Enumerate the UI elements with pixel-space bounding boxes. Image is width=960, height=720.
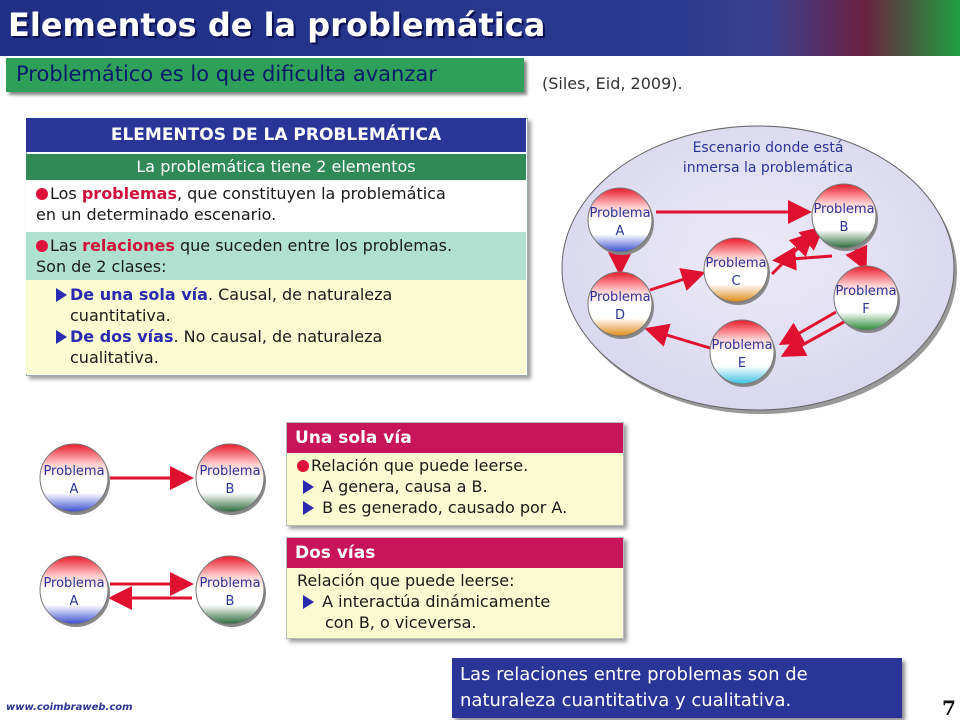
problem-node-letter: B [225, 594, 235, 609]
two-way-desc2: cualitativa. [70, 348, 159, 367]
problem-node-letter: A [615, 224, 625, 239]
scenario-label-2: inmersa la problemática [682, 160, 854, 176]
one-way-head: Una sola vía [287, 423, 623, 453]
bullet-dot-icon [36, 240, 48, 252]
one-way-desc2: cuantitativa. [70, 306, 171, 325]
one-way-line1: Relación que puede leerse. [311, 456, 529, 475]
problem-node-label: Problema [705, 256, 767, 271]
bullet-dot-icon [297, 460, 309, 472]
page-title: Elementos de la problemática [8, 6, 546, 44]
problem-node-label: Problema [589, 206, 651, 221]
item1-key: problemas [81, 184, 177, 203]
triangle-bullet-icon [303, 595, 314, 609]
page-number: 7 [942, 696, 956, 720]
problem-node-label: Problema [711, 338, 773, 353]
two-way-node-b [196, 556, 266, 627]
scenario-diagram [558, 122, 958, 414]
citation: (Siles, Eid, 2009). [542, 74, 683, 93]
footer-url[interactable]: www.coimbraweb.com [6, 702, 133, 713]
scenario-label-1: Escenario donde está [692, 140, 844, 156]
info-subheader: La problemática tiene 2 elementos [26, 154, 526, 180]
summary-box: Las relaciones entre problemas son de naturaleza cuantitativa y cualitativa. [452, 658, 902, 718]
problem-node-letter: B [839, 220, 849, 235]
triangle-bullet-icon [56, 330, 67, 344]
problem-node-label: Problema [199, 464, 261, 479]
two-way-line2: A interactúa dinámicamente [322, 592, 551, 611]
two-way-head: Dos vías [287, 538, 623, 568]
item1-line2: en un determinado escenario. [36, 205, 277, 224]
two-way-line3: con B, o viceversa. [325, 613, 477, 632]
triangle-bullet-icon [303, 501, 314, 515]
two-way-diagram [30, 552, 280, 632]
two-way-key: De dos vías [70, 327, 174, 346]
info-header: ELEMENTOS DE LA PROBLEMÁTICA [26, 118, 526, 152]
two-way-line1: Relación que puede leerse: [297, 571, 515, 590]
two-way-box [286, 537, 624, 639]
problem-node-letter: C [731, 274, 741, 289]
problem-node-label: Problema [589, 290, 651, 305]
one-way-node-a [40, 444, 110, 515]
triangle-bullet-icon [56, 288, 67, 302]
info-item-relations [26, 232, 526, 280]
problem-node-label: Problema [199, 576, 261, 591]
subtitle: Problemático es lo que dificulta avanzar [16, 62, 437, 86]
item1-pre: Los [50, 184, 82, 203]
problem-node-letter: A [69, 482, 79, 497]
one-way-key: De una sola vía [70, 285, 208, 304]
problem-node-letter: B [225, 482, 235, 497]
item2-post: que suceden entre los problemas. [174, 236, 453, 255]
one-way-diagram [30, 440, 280, 520]
bullet-dot-icon [36, 188, 48, 200]
problem-node-letter: E [737, 356, 747, 371]
problem-node-letter: F [862, 302, 870, 317]
triangle-bullet-icon [303, 480, 314, 494]
problem-node-label: Problema [813, 202, 875, 217]
problem-node-letter: A [69, 594, 79, 609]
one-way-box [286, 422, 624, 526]
item2-pre: Las [50, 236, 83, 255]
problem-node-label: Problema [835, 284, 897, 299]
problem-node-letter: D [614, 308, 626, 323]
item1-post: , que constituyen la problemática [176, 184, 446, 203]
two-way-desc: . No causal, de naturaleza [173, 327, 383, 346]
one-way-line2: A genera, causa a B. [322, 477, 488, 496]
two-way-node-a [40, 556, 110, 627]
item2-key: relaciones [82, 236, 175, 255]
info-item-problems [26, 180, 526, 232]
problem-node-label: Problema [43, 464, 105, 479]
item2-line2: Son de 2 clases: [36, 257, 167, 276]
one-way-desc: . Causal, de naturaleza [207, 285, 393, 304]
info-item-relation-types [26, 280, 526, 374]
one-way-node-b [196, 444, 266, 515]
one-way-line3: B es generado, causado por A. [322, 498, 568, 517]
problem-node-label: Problema [43, 576, 105, 591]
